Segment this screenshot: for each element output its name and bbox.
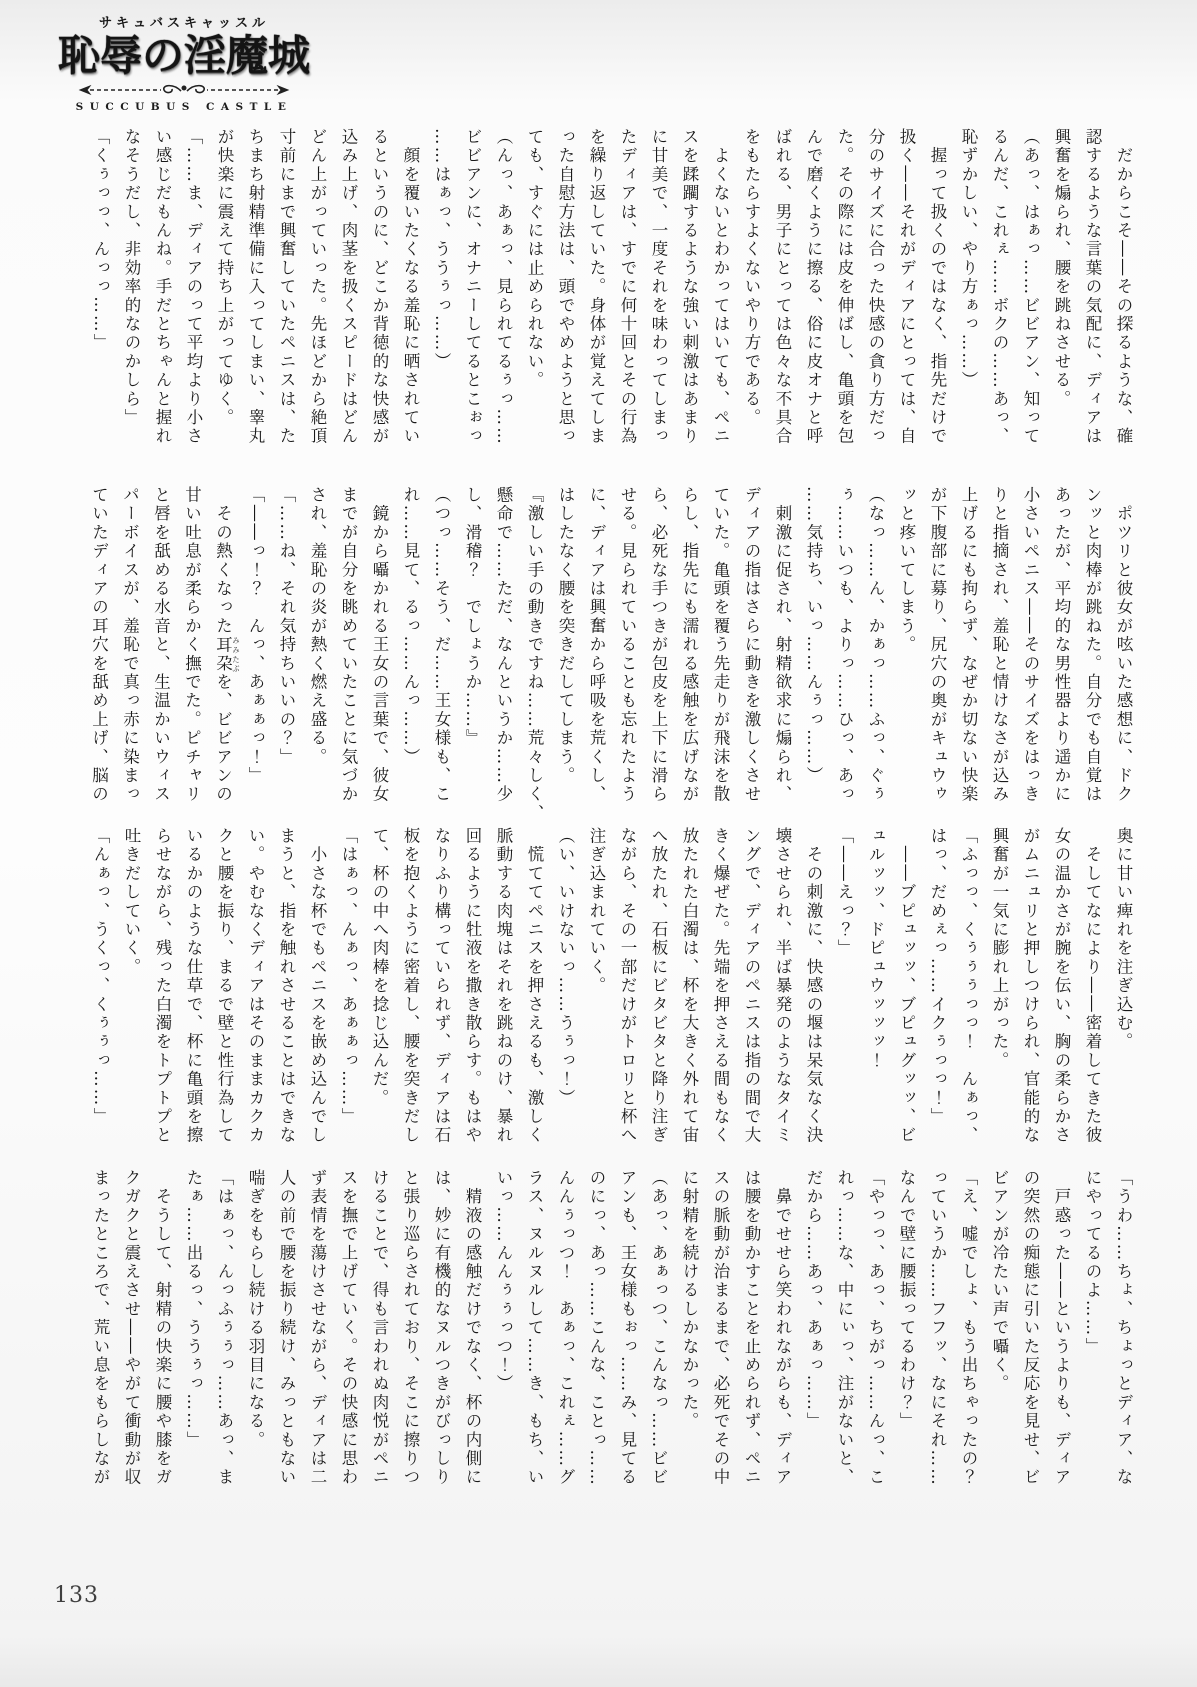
text-column: その熱くなった耳朶 みみたぶを、ビビアンの (213, 486, 241, 804)
text-column: れっ……な、中にぃっ、注がないと、 (835, 1169, 854, 1487)
text-column: どん上がっていった。先ほどから絶頂 (308, 128, 327, 446)
text-column: にやってるのよ……」 (1083, 1169, 1102, 1356)
text-column: 懸命で……ただ、なんというか……少 (494, 486, 513, 804)
text-column: 「くぅっっ、んっっ……」 (91, 128, 110, 353)
text-column: 寸前にまで興奮していたペニスは、た (277, 128, 296, 446)
text-column: 「うわ……ちょ、ちょっとディア、な (1114, 1169, 1133, 1487)
text-column: ばれる、男子にとっては色々な不具合 (773, 128, 792, 446)
text-column: 「んぁっ、うくっ、くぅぅっ……」 (91, 827, 110, 1127)
text-column: けることで、得も言われぬ肉悦がペニ (370, 1169, 389, 1487)
text-column: んんぅっつ！ あぁっ、これぇ……グ (556, 1169, 575, 1487)
text-column: ビアンが冷たい声で囁く。 (990, 1169, 1009, 1394)
text-column: （あっ、あぁっつ、こんなっ……ビビ (649, 1169, 668, 1487)
text-column: 人の前で腰を振り続け、みっともない (277, 1169, 296, 1487)
text-column: いっ……んんぅぅっつ！） (494, 1169, 513, 1394)
text-column: 女の温かさが腕を伝い、胸の柔らかさ (1052, 827, 1071, 1145)
text-column: 恥ずかしい、やり方ぁっ……） (959, 128, 978, 390)
text-column: 放たれた白濁は、杯を大きく外れて宙 (680, 827, 699, 1145)
text-column: 「……ね、それ気持ちいいの？」 (277, 486, 296, 767)
text-column: は腰を動かすことを止められず、ペニ (742, 1169, 761, 1487)
text-column: だからこそ――その探るような、確 (1114, 128, 1133, 446)
text-column: たぁ……出るっ、ううぅっ……」 (184, 1169, 203, 1450)
text-column: った自慰方法は、頭でやめようと思っ (556, 128, 575, 446)
text-column: 興奮が一気に膨れ上がった。 (990, 827, 1009, 1071)
text-column: （あっ、はぁっ……ビビアン、知って (1021, 128, 1040, 446)
logo-furigana: サキュバスキャッスル (98, 16, 269, 31)
text-column: ラス、ヌルヌルして……き、もち、い (525, 1169, 544, 1487)
text-column: ぅ……いつも、よりっ……ひっ、あっ (835, 486, 854, 804)
text-column: そしてなにより――密着してきた彼 (1083, 827, 1102, 1145)
text-column: はしたなく腰を突きだしてしまう。 (556, 486, 575, 786)
text-column: らせながら、残った白濁をトプトプと (153, 827, 172, 1145)
text-column: に、ディアは興奮から呼吸を荒くし、 (587, 486, 606, 804)
text-column: 握って扱くのではなく、指先だけで (928, 128, 947, 446)
text-column: あったが、平均的な男性器より遥かに (1052, 486, 1071, 804)
text-column: ポツリと彼女が呟いた感想に、ドク (1114, 486, 1133, 804)
text-column: 板を抱くように密着し、腰を突きだし (401, 827, 420, 1145)
text-column: 鼻でせせら笑われながらも、ディア (773, 1169, 792, 1487)
text-column: は、妙に有機的なヌルつきがびっしり (432, 1169, 451, 1487)
text-column: い。やむなくディアはそのままカクカ (246, 827, 265, 1145)
page-number: 133 (54, 1583, 99, 1608)
text-column: 注ぎ込まれていく。 (587, 827, 606, 996)
text-column: クガクと震えさせ――やがて衝動が収 (122, 1169, 141, 1487)
text-column: 脈動する肉塊はそれを跳ねのけ、暴れ (494, 827, 513, 1145)
text-column: 興奮を煽られ、腰を跳ねさせる。 (1052, 128, 1071, 409)
text-column: 甘い吐息が柔らかく撫でた。ピチャリ (182, 486, 202, 804)
text-column: 小さな杯でもペニスを嵌め込んでし (308, 827, 327, 1145)
text-block-3 (61, 827, 1139, 1171)
logo-title: 恥辱の淫魔城 (58, 31, 311, 80)
text-column: のにっ、あっ……こんな、ことっ…… (587, 1169, 606, 1487)
text-column: 分のサイズに合った快感の貪り方だっ (866, 128, 885, 446)
text-column: の突然の痴態に引いた反応を見せ、ビ (1021, 1169, 1040, 1487)
text-column: ディアの指はさらに動きを激しくさせ (742, 486, 761, 804)
text-column: し、滑稽？ でしょうか……』 (463, 486, 482, 748)
text-column: 刺激に促され、射精欲求に煽られ、 (773, 486, 792, 804)
text-column: に射精を続けるしかなかった。 (680, 1169, 699, 1431)
text-column: が下腹部に募り、尻穴の奥がキュウゥ (928, 486, 947, 804)
text-column: 認するような言葉の気配に、ディアは (1083, 128, 1102, 446)
text-column: まったところで、荒い息をもらしなが (91, 1169, 110, 1487)
text-column: ても、すぐには止められない。 (525, 128, 544, 390)
text-column: へ放たれ、石板にビタビタと降り注ぎ (649, 827, 668, 1145)
text-column: 「はぁっ、んっふぅぅっ……あっ、ま (215, 1169, 234, 1487)
text-column: 込み上げ、肉茎を扱くスピードはどん (339, 128, 358, 446)
text-column: スを撫で上げていく。その快感に思わ (339, 1169, 358, 1487)
text-column: らし、指先にも濡れる感触を広げなが (680, 486, 699, 804)
text-column: ビビアンに、オナニーしてるとこぉっ (463, 128, 482, 446)
title-logo (58, 12, 310, 113)
text-column: なんで壁に腰振ってるわけ？」 (897, 1169, 916, 1431)
text-column: が快楽に震えて持ち上がってゆく。 (215, 128, 234, 428)
ruby-annotated-word: 耳朶 みみたぶ (213, 635, 241, 674)
text-column: をもたらすよくないやり方である。 (742, 128, 761, 428)
text-column: まうと、指を触れさせることはできな (277, 827, 296, 1145)
text-column: ながら、その一部だけがトロリと杯へ (618, 827, 637, 1145)
logo-flourish-ornament (77, 80, 291, 100)
text-column: に甘美で、一度それを味わってしまっ (649, 128, 668, 446)
text-column: 上げるにも拘らず、なぜか切ない快楽 (959, 486, 978, 804)
text-column: がムニュリと押しつけられ、官能的な (1021, 827, 1040, 1145)
text-column: ンッと肉棒が跳ねた。自分でも自覚は (1083, 486, 1102, 804)
text-column: るというのに、どこか背徳的な快感が (370, 128, 389, 446)
text-column: はっ、だめぇっ……イクぅっっ！」 (928, 827, 947, 1127)
text-column: スを蹂躙するような強い刺激はあまり (680, 128, 699, 446)
text-column: 吐きだしていく。 (122, 827, 141, 977)
text-column: 「ふっっ、くぅぅぅっっ！ んぁっ、 (959, 827, 978, 1145)
text-block-1 (61, 128, 1139, 472)
text-column: せる。見られていることも忘れたよう (618, 486, 637, 804)
text-column: クと腰を振り、まるで壁と性行為して (215, 827, 234, 1145)
text-column: ちまち射精準備に入ってしまい、睾丸 (246, 128, 265, 446)
text-column: 『激しい手の動きですね……荒々しく、 (525, 486, 544, 823)
text-column: を繰り返していた。身体が覚えてしま (587, 128, 606, 446)
text-column: い感じだもんね。手だとちゃんと握れ (153, 128, 172, 446)
text-block-2 (61, 486, 1139, 830)
text-column: た。その際には皮を伸ばし、亀頭を包 (835, 128, 854, 446)
text-column: りと指摘され、羞恥と情けなさが込み (990, 486, 1009, 804)
text-column: っていうか……フフッ、なにそれ…… (928, 1169, 947, 1487)
text-column: 扱く――それがディアにとっては、自 (897, 128, 916, 446)
text-column: だから……あっ、あぁっ……」 (804, 1169, 823, 1431)
text-column: 喘ぎをもらし続ける羽目になる。 (246, 1169, 265, 1450)
text-column: 回るように牡液を撒き散らす。もはや (463, 827, 482, 1145)
text-column: なそうだし、非効率的なのかしら」 (122, 128, 141, 428)
text-column: パーボイスが、羞恥で真っ赤に染まっ (120, 486, 140, 804)
text-column: 鏡から囁かれる王女の言葉で、彼女 (370, 486, 389, 804)
text-column: よくないとわかってはいても、ペニ (711, 128, 730, 446)
text-column: 顔を覆いたくなる羞恥に晒されてい (401, 128, 420, 446)
text-column: （んっ、あぁっ、見られてるぅっ…… (494, 128, 513, 446)
text-column: までが自分を眺めていたことに気づか (339, 486, 358, 804)
text-column: て、杯の中へ肉棒を捻じ込んだ。 (370, 827, 389, 1108)
text-column: 壊させられ、半ば暴発のようなタイミ (773, 827, 792, 1145)
text-column: 「……ま、ディアのって平均より小さ (184, 128, 203, 446)
text-column: 慌ててペニスを押さえるも、激しく (525, 827, 544, 1145)
text-column: 小さいペニス――そのサイズをはっき (1021, 486, 1040, 804)
text-column: たディアは、すでに何十回とその行為 (618, 128, 637, 446)
logo-subtitle: SUCCUBUS CASTLE (75, 101, 293, 114)
text-column: そうして、射精の快楽に腰や膝をガ (153, 1169, 172, 1487)
text-column: きく爆ぜた。先端を押さえる間もなく (711, 827, 730, 1145)
text-column: ――ブピュッッ、ブピュグッッ、ビ (897, 827, 916, 1145)
text-block-4 (61, 1169, 1139, 1513)
text-column: んで磨くように擦る、俗に皮オナと呼 (804, 128, 823, 446)
text-column: なりふり構っていられず、ディアは石 (432, 827, 451, 1145)
text-column: と唇を舐める水音と、生温かいウィス (151, 486, 171, 804)
text-column: るんだ、これぇ……ボクの……あっ、 (990, 128, 1009, 446)
text-column: ら、必死な手つきが包皮を上下に滑ら (649, 486, 668, 804)
text-column: 奥に甘い痺れを注ぎ込む。 (1114, 827, 1133, 1052)
text-column: れ……見て、るっ……んっ……） (401, 486, 420, 767)
text-column: その刺激に、快感の堰は呆気なく決 (804, 827, 823, 1145)
text-column: ず表情を蕩けさせながら、ディアは二 (308, 1169, 327, 1487)
text-column: （い、いけないっ……うぅっ！） (556, 827, 575, 1108)
text-column: ュルッッ、ドピュウッッッ！ (866, 827, 885, 1071)
text-column: ……はぁっ、ううぅっ……） (432, 128, 451, 372)
text-column: 戸惑った――というよりも、ディア (1052, 1169, 1071, 1487)
text-column: 「はぁっ、んぁっ、あぁぁっ……」 (339, 827, 358, 1127)
text-column: ……気持ち、いっ……んぅっ……） (804, 486, 823, 786)
text-column: と張り巡らされており、そこに擦りつ (401, 1169, 420, 1487)
text-column: ングで、ディアのペニスは指の間で大 (742, 827, 761, 1145)
text-column: スの脈動が治まるまで、必死でその中 (711, 1169, 730, 1487)
text-column: 「――っ！？ んっ、あぁぁっ！」 (246, 486, 265, 786)
text-column: され、羞恥の炎が熱く燃え盛る。 (308, 486, 327, 767)
text-column: （つっ……そう、だ……王女様も、こ (432, 486, 451, 804)
text-column: いるかのような仕草で、杯に亀頭を擦 (184, 827, 203, 1145)
text-column: 「え、嘘でしょ、もう出ちゃったの？ (959, 1169, 978, 1487)
text-column: アンも、王女様もぉっ……み、見てる (618, 1169, 637, 1487)
text-column: （なっ……ん、かぁっ……ふっ、ぐぅ (866, 486, 885, 804)
text-column: ていたディアの耳穴を舐め上げ、脳の (89, 486, 109, 804)
text-column: ッと疼いてしまう。 (897, 486, 916, 655)
text-column: 「――えっ？」 (835, 827, 854, 958)
text-column: ていた。亀頭を覆う先走りが飛沫を散 (711, 486, 730, 804)
text-column: 精液の感触だけでなく、杯の内側に (463, 1169, 482, 1487)
text-column: 「やっっ、あっ、ちがっ……んっ、こ (866, 1169, 885, 1487)
